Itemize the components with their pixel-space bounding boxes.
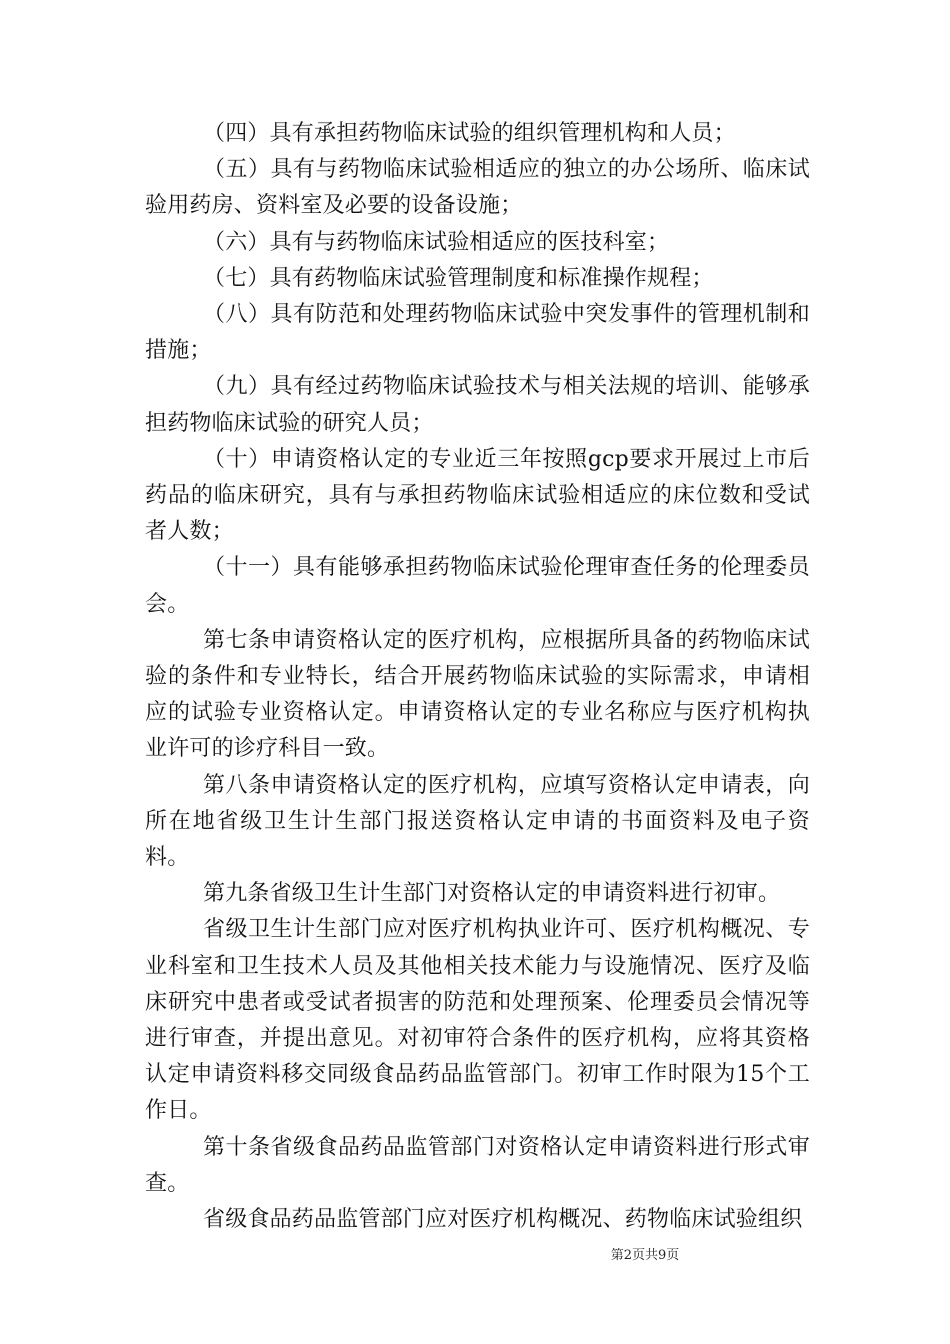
paragraph-7: （七）具有药物临床试验管理制度和标准操作规程；: [203, 265, 714, 291]
paragraph-5: （五）具有与药物临床试验相适应的独立的办公场所、临床试验用药房、资料室及必要的设备设施；: [145, 157, 810, 219]
article-9-detail: 省级卫生计生部门应对医疗机构执业许可、医疗机构概况、专业科室和卫生技术人员及其他相关技术能力与设施情况、医疗及临床研究中患者或受试者损害的防范和处理预案、伦理委员会情况等进行审查，并提出意见。对初审符合条件的医疗机构，应将其资格认定申请资料移交同级食品药品监管部门。初审工作时限为15个工作日。: [145, 917, 810, 1124]
paragraph-9: （九）具有经过药物临床试验技术与相关法规的培训、能够承担药物临床试验的研究人员；: [145, 374, 810, 436]
document-body: [145, 116, 810, 1238]
article-10-detail: 省级食品药品监管部门应对医疗机构概况、药物临床试验组织: [203, 1207, 803, 1233]
article-9: 第九条省级卫生计生部门对资格认定的申请资料进行初审。: [203, 881, 781, 907]
paragraph-10: （十）申请资格认定的专业近三年按照gcp要求开展过上市后药品的临床研究，具有与承担药物临床试验相适应的床位数和受试者人数；: [145, 446, 810, 545]
paragraph-6: （六）具有与药物临床试验相适应的医技科室；: [203, 229, 670, 255]
paragraph-11: （十一）具有能够承担药物临床试验伦理审查任务的伦理委员会。: [145, 555, 810, 617]
article-8: 第八条申请资格认定的医疗机构，应填写资格认定申请表，向所在地省级卫生计生部门报送资格认定申请的书面资料及电子资料。: [145, 772, 810, 871]
page-number-footer: 第2页共9页: [610, 1248, 680, 1263]
article-7: 第七条申请资格认定的医疗机构，应根据所具备的药物临床试验的条件和专业特长，结合开展药物临床试验的实际需求，申请相应的试验专业资格认定。申请资格认定的专业名称应与医疗机构执业许可的诊疗科目一致。: [145, 627, 810, 762]
article-10: 第十条省级食品药品监管部门对资格认定申请资料进行形式审查。: [145, 1134, 810, 1196]
paragraph-4: （四）具有承担药物临床试验的组织管理机构和人员；: [203, 121, 736, 146]
paragraph-8: （八）具有防范和处理药物临床试验中突发事件的管理机制和措施；: [145, 302, 810, 364]
